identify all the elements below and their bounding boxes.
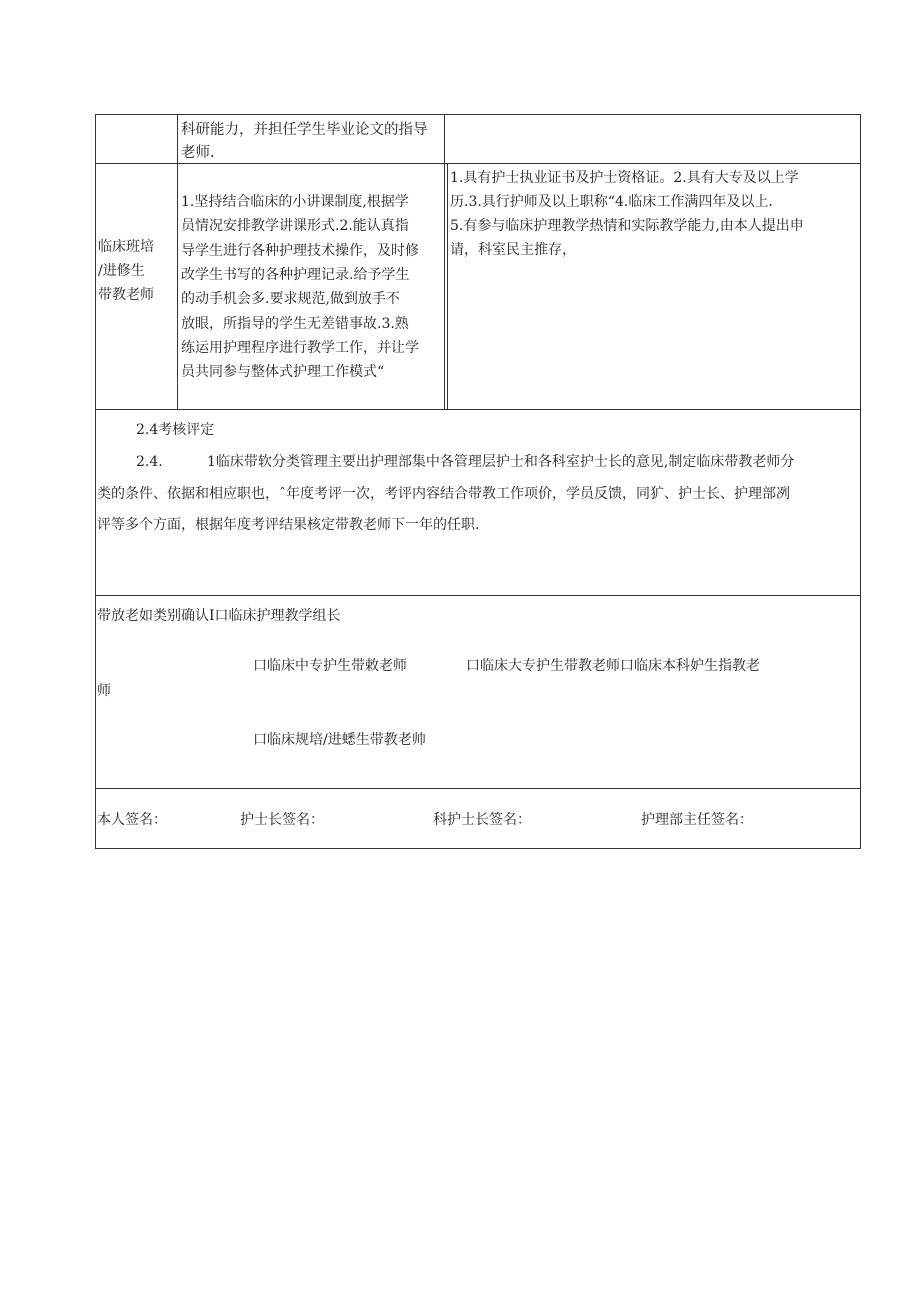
- category-line: 带放老如类别确认I口临床护理教学组长: [97, 608, 341, 624]
- row-label-line: 临床班培: [98, 239, 154, 255]
- row-label-line: 带教老师: [98, 287, 154, 303]
- assessment-heading: 2.4考核评定: [136, 422, 215, 438]
- row1-text-line: 老师.: [181, 145, 215, 161]
- requirements-line: 5.有参与临床护理教学热情和实际教学能力,由本人提出申: [450, 218, 804, 234]
- requirements-line: 历.3.具行护师及以上职称“4.临床工作满四年及以上.: [450, 194, 773, 210]
- duties-line: 1.坚持结合临床的小讲课制度,根据学: [181, 194, 409, 210]
- duties-line: 的动手机会多.要求规范,做到放手不: [181, 291, 400, 307]
- divider: [447, 163, 448, 410]
- duties-line: 放眼，所指导的学生无差错事故.3.熟: [181, 316, 409, 332]
- assessment-paragraph-lead: 2.4.: [136, 454, 163, 470]
- assessment-paragraph-line: 1临床带软分类管理主要出护理部集中各管理层护士和各科室护士长的意见,制定临床带教老师分: [207, 454, 795, 470]
- category-option: 口临床规培/进蟋生带教老帅: [253, 732, 426, 748]
- requirements-line: 请，科室民主推存，: [450, 242, 576, 258]
- duties-line: 员情况安排教学讲课形式.2.能认真指: [181, 218, 409, 234]
- signature-head-nurse: 护士长签名：: [240, 812, 324, 828]
- signature-director: 护理部主任签名：: [641, 812, 753, 828]
- divider: [177, 114, 178, 164]
- duties-line: 导学生进行各种护理技术操作，及时修: [181, 243, 419, 259]
- assessment-paragraph-line: 评等多个方面，根据年度考评结果核定带教老师下一年的任职.: [97, 517, 480, 533]
- category-option: 口临床大专护生带教老师口临床本科妒生指教老: [466, 658, 760, 674]
- row1-text-line: 科研能力，并担任学生毕业论文的指导: [181, 122, 428, 138]
- signature-self: 本人签名：: [97, 812, 167, 828]
- category-option: 口临床中专护生带敕老师: [253, 658, 407, 674]
- assessment-paragraph-line: 类的条件、依据和相应职也，ˆ年度考评一次，考评内容结合带教工作项价，学员反馈，同犷、护士长、护理部冽: [97, 486, 790, 502]
- duties-line: 改学生书写的各种护理记录.给予学生: [181, 267, 410, 283]
- signature-dept-head-nurse: 科护士长签名：: [433, 812, 531, 828]
- row-label-line: /进修生: [98, 263, 145, 279]
- divider: [177, 163, 178, 410]
- category-wrap: 师: [97, 683, 111, 699]
- requirements-line: 1.具有护士执业证书及护士资格证。2.具有大专及以上学: [450, 170, 799, 186]
- duties-line: 练运用护理程序进行教学工作，并让学: [181, 340, 419, 356]
- divider: [444, 114, 445, 164]
- duties-line: 员共同参与整体式护理工作模式“: [181, 364, 385, 380]
- divider: [444, 163, 445, 410]
